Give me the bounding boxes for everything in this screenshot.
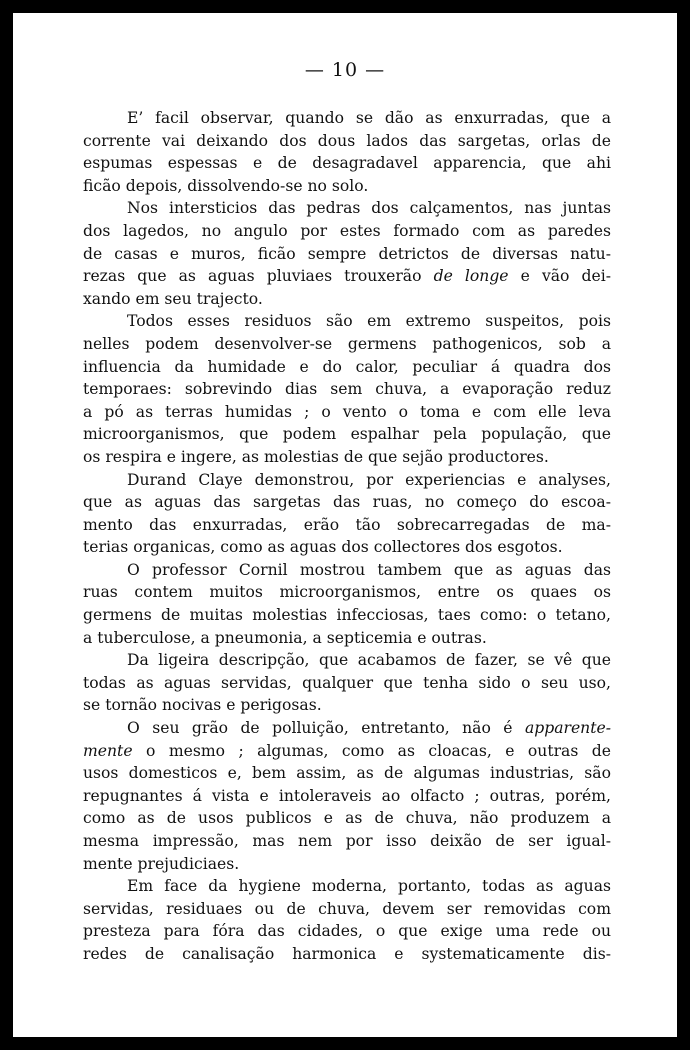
text-line [83,197,611,220]
text-line [83,356,611,379]
text-segment: repugnantes á vista e intoleraveis ao olfacto ; outras, porém, [83,786,611,805]
text-segment: corrente vai deixando dos dous lados das sargetas, orlas de [83,131,611,150]
text-line [83,220,611,243]
text-line [83,717,611,740]
text-line [83,762,611,785]
text-segment: como as de usos publicos e as de chuva, não produzem a [83,809,611,828]
text-line [83,898,611,921]
text-segment: mento das enxurradas, erão tão sobrecarregadas de ma- [83,515,611,534]
text-line [83,694,611,717]
text-line [83,378,611,401]
text-line [83,288,611,311]
paragraph [83,107,611,197]
text-line [83,604,611,627]
text-segment: redes de canalisação harmonica e systematicamente dis- [83,944,611,963]
text-segment: a tuberculose, a pneumonia, a septicemia e outras. [83,628,487,647]
text-segment: O professor Cornil mostrou tambem que as aguas das [127,560,611,579]
italic-text: de longe [433,267,509,286]
text-segment: o mesmo ; algumas, como as cloacas, e outras de [132,741,611,760]
text-segment: ruas contem muitos microorganismos, entre os quaes os [83,583,611,602]
text-segment: nelles podem desenvolver-se germens pathogenicos, sob a [83,334,611,353]
paragraph [83,310,611,468]
text-line [83,920,611,943]
text-line [83,130,611,153]
text-segment: que as aguas das sargetas das ruas, no começo do escoa- [83,493,611,512]
text-line [83,536,611,559]
text-segment: influencia da humidade e do calor, peculiar á quadra dos [83,357,611,376]
text-segment: Nos intersticios das pedras dos calçamentos, nas juntas [127,199,611,218]
text-line [83,491,611,514]
text-segment: germens de muitas molestias infecciosas, taes como: o tetano, [83,606,611,625]
text-segment: dos lagedos, no angulo por estes formado com as paredes [83,221,611,240]
text-line [83,740,611,763]
text-segment: temporaes: sobrevindo dias sem chuva, a evaporação reduz [83,380,611,399]
text-segment: se tornão nocivas e perigosas. [83,696,322,715]
text-line [83,333,611,356]
paragraph [83,559,611,649]
text-segment: Todos esses residuos são em extremo suspeitos, pois [127,312,611,331]
text-line [83,446,611,469]
italic-text: mente [83,741,133,760]
text-line [83,875,611,898]
text-segment: terias organicas, como as aguas dos collectores dos esgotos. [83,538,563,557]
text-line [83,243,611,266]
text-line [83,559,611,582]
text-line [83,469,611,492]
text-line [83,581,611,604]
text-segment: de casas e muros, ficão sempre detrictos de diversas natu- [83,244,611,263]
text-line [83,853,611,876]
text-segment: espumas espessas e de desagradavel apparencia, que ahi [83,154,611,173]
body-text [83,107,611,966]
text-segment: usos domesticos e, bem assim, as de algumas industrias, são [83,764,611,783]
text-line [83,514,611,537]
text-line [83,830,611,853]
page-number: — 10 — [304,59,386,81]
paragraph [83,197,611,310]
text-line [83,785,611,808]
paragraph [83,649,611,717]
text-segment: Da ligeira descripção, que acabamos de fazer, se vê que [127,651,611,670]
text-line [83,152,611,175]
text-segment: microorganismos, que podem espalhar pela população, que [83,425,611,444]
text-line [83,423,611,446]
text-segment: servidas, residuaes ou de chuva, devem ser removidas com [83,899,611,918]
text-line [83,672,611,695]
text-segment: mente prejudiciaes. [83,854,240,873]
text-line [83,401,611,424]
text-segment: E’ facil observar, quando se dão as enxurradas, que a [127,109,611,127]
text-segment: O seu grão de polluição, entretanto, não é [127,719,525,738]
text-line [83,107,611,130]
text-segment: mesma impressão, mas nem por isso deixão de ser igual- [83,832,611,850]
text-segment: os respira e ingere, as molestias de que sejão productores. [83,447,549,466]
text-line [83,175,611,198]
text-segment: a pó as terras humidas ; o vento o toma e com elle leva [83,402,611,421]
text-line [83,627,611,650]
paragraph [83,875,611,965]
text-segment: Durand Claye demonstrou, por experiencias e analyses, [127,470,611,489]
paragraph [83,717,611,875]
text-segment: xando em seu trajecto. [83,289,263,308]
text-segment: presteza para fóra das cidades, o que exige uma rede ou [83,922,611,941]
italic-text: apparente- [524,719,611,738]
text-segment: todas as aguas servidas, qualquer que tenha sido o seu uso, [83,673,611,692]
text-segment: e vão dei- [508,267,612,286]
text-segment: ficão depois, dissolvendo-se no solo. [83,176,369,195]
text-line [83,649,611,672]
text-line [83,943,611,966]
text-segment: Em face da hygiene moderna, portanto, todas as aguas [127,877,611,896]
paragraph [83,469,611,559]
text-segment: rezas que as aguas pluviaes trouxerão [83,267,434,286]
text-line [83,310,611,333]
text-line [83,807,611,830]
text-line [83,265,611,288]
